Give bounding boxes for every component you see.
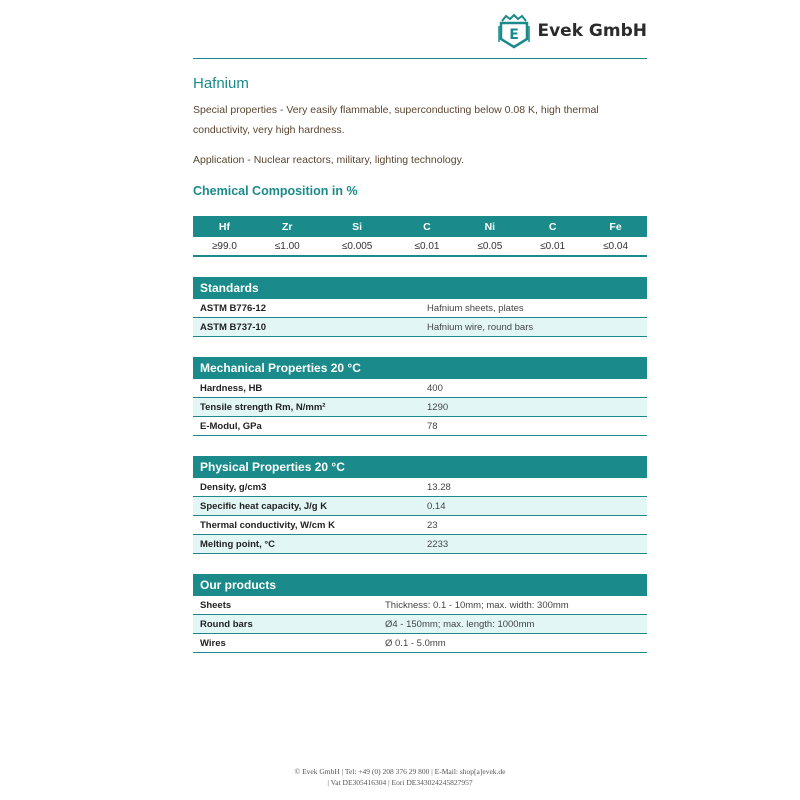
element-header: C (396, 216, 459, 237)
brand-name: Evek GmbH (537, 21, 647, 41)
table-row (193, 318, 647, 337)
row-value: 400 (420, 379, 647, 398)
table-row (193, 634, 647, 653)
row-key: ASTM B737-10 (193, 318, 420, 337)
products-section (193, 574, 647, 653)
row-key: Specific heat capacity, J/g K (193, 497, 420, 516)
shield-logo-icon (497, 12, 531, 50)
element-header: Fe (584, 216, 647, 237)
row-key: Sheets (193, 596, 378, 615)
table-row (193, 615, 647, 634)
element-value: ≤0.01 (521, 237, 584, 256)
element-header: Ni (458, 216, 521, 237)
composition-value-row (193, 237, 647, 256)
page-title: Hafnium (193, 75, 249, 92)
row-value: Hafnium sheets, plates (420, 299, 647, 318)
standards-table (193, 299, 647, 337)
table-row (193, 535, 647, 554)
row-key: Melting point, °C (193, 535, 420, 554)
row-key: Hardness, HB (193, 379, 420, 398)
table-row (193, 398, 647, 417)
table-row (193, 516, 647, 535)
row-value: 0.14 (420, 497, 647, 516)
document-page (193, 0, 647, 653)
physical-table (193, 478, 647, 554)
element-header: Hf (193, 216, 256, 237)
row-key: Density, g/cm3 (193, 478, 420, 497)
element-value: ≤0.05 (458, 237, 521, 256)
row-value: 2233 (420, 535, 647, 554)
table-row (193, 497, 647, 516)
element-value: ≥99.0 (193, 237, 256, 256)
application-text: Application - Nuclear reactors, military, lighting technology. (193, 154, 464, 166)
composition-heading: Chemical Composition in % (193, 184, 358, 198)
element-value: ≤0.01 (396, 237, 459, 256)
products-heading: Our products (193, 574, 647, 596)
row-value: Ø4 - 150mm; max. length: 1000mm (378, 615, 647, 634)
element-header: Zr (256, 216, 319, 237)
row-value: 78 (420, 417, 647, 436)
row-key: E-Modul, GPa (193, 417, 420, 436)
row-key: Round bars (193, 615, 378, 634)
standards-heading: Standards (193, 277, 647, 299)
composition-table (193, 216, 647, 257)
row-key: Wires (193, 634, 378, 653)
mechanical-heading: Mechanical Properties 20 °C (193, 357, 647, 379)
row-value: Hafnium wire, round bars (420, 318, 647, 337)
table-row (193, 299, 647, 318)
footer-contact-line: © Evek GmbH | Tel: +49 (0) 208 376 29 800 | E-Mail: shop[a]evek.de (294, 767, 506, 776)
footer (0, 766, 800, 788)
row-value: 23 (420, 516, 647, 535)
special-properties-text: Special properties - Very easily flammable, superconducting below 0.08 K, high thermal conductivity, very high hardness. (193, 104, 599, 136)
composition-header-row (193, 216, 647, 237)
brand-logo (497, 12, 647, 50)
table-row (193, 379, 647, 398)
footer-tax-line: | Vat DE305416304 | Eori DE343024245827957 (327, 778, 473, 787)
table-row (193, 478, 647, 497)
mechanical-table (193, 379, 647, 436)
element-value: ≤0.005 (319, 237, 396, 256)
row-key: ASTM B776-12 (193, 299, 420, 318)
mechanical-section (193, 357, 647, 436)
row-key: Tensile strength Rm, N/mm² (193, 398, 420, 417)
element-value: ≤0.04 (584, 237, 647, 256)
svg-text:E: E (509, 27, 520, 43)
element-header: C (521, 216, 584, 237)
physical-heading: Physical Properties 20 °C (193, 456, 647, 478)
row-value: Ø 0.1 - 5.0mm (378, 634, 647, 653)
standards-section (193, 277, 647, 337)
element-header: Si (319, 216, 396, 237)
products-table (193, 596, 647, 653)
row-key: Thermal conductivity, W/cm K (193, 516, 420, 535)
row-value: 13.28 (420, 478, 647, 497)
header (193, 0, 647, 59)
element-value: ≤1.00 (256, 237, 319, 256)
row-value: Thickness: 0.1 - 10mm; max. width: 300mm (378, 596, 647, 615)
table-row (193, 417, 647, 436)
physical-section (193, 456, 647, 554)
table-row (193, 596, 647, 615)
row-value: 1290 (420, 398, 647, 417)
